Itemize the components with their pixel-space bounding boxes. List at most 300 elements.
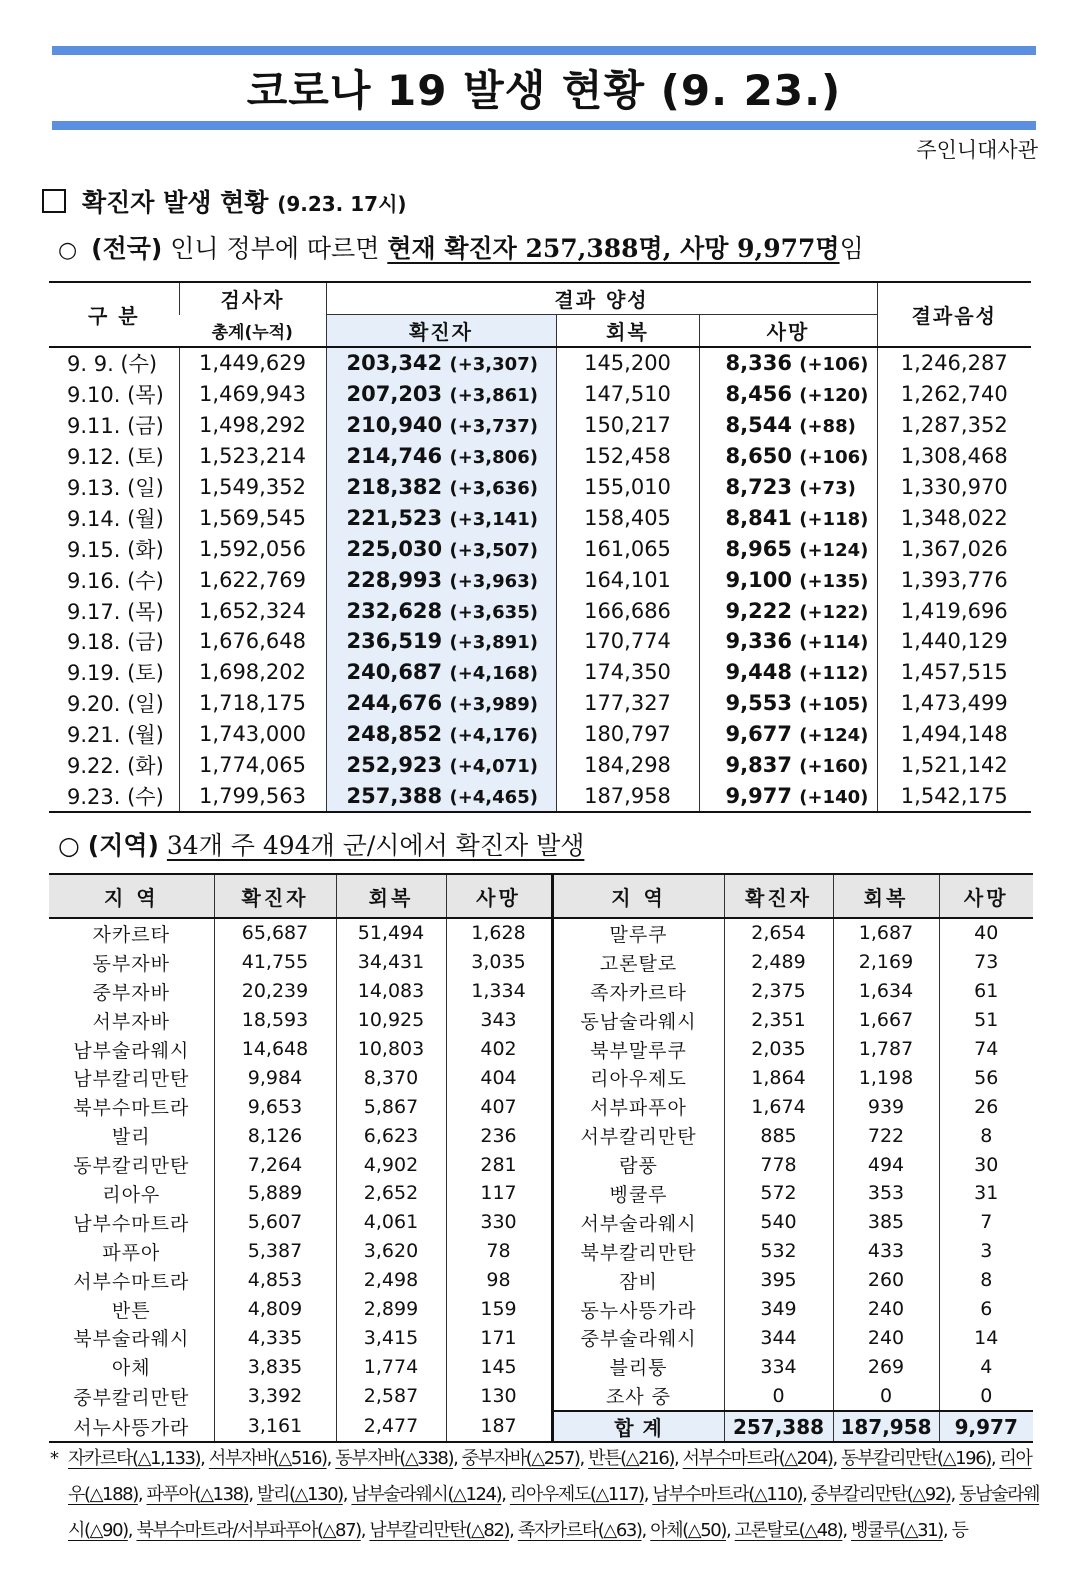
confirmed-delta: (+3,989) — [449, 694, 538, 716]
region-cell: 북부말루쿠 — [552, 1035, 724, 1064]
page-title: 코로나 19 발생 현황 (9. 23.) — [246, 66, 842, 115]
recovered-cell: 145,200 — [556, 347, 699, 379]
deaths-delta: (+106) — [799, 447, 869, 469]
recovered-cell: 385 — [833, 1208, 939, 1237]
region-cell: 서부수마트라 — [73, 1270, 190, 1293]
table-row — [49, 1179, 1033, 1208]
deaths-value: 8,965 — [725, 536, 792, 561]
confirmed-cell: 20,239 — [214, 977, 336, 1006]
recovered-cell: 2,899 — [336, 1295, 446, 1324]
deaths-cell: 343 — [446, 1006, 552, 1035]
table-row — [49, 441, 1031, 472]
region-cell: 반튼 — [111, 1299, 151, 1322]
confirmed-delta: (+3,635) — [449, 601, 538, 623]
recovered-cell: 6,623 — [336, 1121, 446, 1150]
confirmed-cell: 41,755 — [214, 948, 336, 977]
confirmed-value: 244,676 — [346, 691, 443, 716]
confirmed-cell: 7,264 — [214, 1150, 336, 1179]
region-cell: 서부술라웨시 — [552, 1208, 724, 1237]
confirmed-cell: 4,853 — [214, 1266, 336, 1295]
header-tested-total: 총계(누적) — [179, 315, 326, 348]
tested-cell: 1,549,352 — [179, 472, 326, 503]
region-cell: 서부자바 — [92, 1010, 170, 1033]
header-region: 지 역 — [49, 874, 214, 918]
region-cell: 리아우제도 — [552, 1063, 724, 1092]
recovered-cell: 1,774 — [336, 1352, 446, 1381]
footnote-item: 반튼(△216) — [588, 1448, 675, 1469]
recovered-cell: 14,083 — [336, 977, 446, 1006]
footnote-item: 동부자바(△338) — [335, 1448, 454, 1469]
tested-cell: 1,569,545 — [179, 502, 326, 533]
header-recovered: 회복 — [336, 874, 446, 918]
recovered-cell: 158,405 — [556, 502, 699, 533]
confirmed-cell — [326, 719, 556, 750]
header-region: 지 역 — [552, 874, 724, 918]
deaths-cell: 14 — [939, 1323, 1033, 1352]
region-cell: 중부칼리만탄 — [73, 1386, 190, 1409]
section-time: (9.23. 17시) — [277, 192, 407, 216]
confirmed-cell — [326, 379, 556, 410]
confirmed-cell — [326, 750, 556, 781]
recovered-cell: 1,634 — [833, 977, 939, 1006]
deaths-value: 9,837 — [725, 753, 792, 778]
region-cell: 북부수마트라 — [73, 1097, 190, 1120]
recovered-cell: 5,867 — [336, 1092, 446, 1121]
date-cell: 9.16. (수) — [67, 568, 164, 593]
confirmed-cell: 3,161 — [214, 1411, 336, 1442]
confirmed-cell: 2,351 — [724, 1006, 833, 1035]
recovered-cell: 0 — [833, 1381, 939, 1411]
deaths-delta: (+140) — [799, 786, 869, 808]
deaths-cell — [699, 626, 877, 657]
deaths-cell: 31 — [939, 1179, 1033, 1208]
tested-cell: 1,743,000 — [179, 719, 326, 750]
deaths-cell: 8 — [939, 1266, 1033, 1295]
deaths-cell: 26 — [939, 1092, 1033, 1121]
deaths-cell — [699, 564, 877, 595]
confirmed-cell — [326, 533, 556, 564]
header-category: 구 분 — [49, 282, 179, 347]
confirmed-delta: (+4,176) — [449, 725, 538, 747]
negative-cell: 1,473,499 — [877, 688, 1031, 719]
regional-text: 34개 주 494개 군/시에서 확진자 발생 — [166, 831, 585, 860]
negative-cell: 1,287,352 — [877, 410, 1031, 441]
confirmed-cell: 5,607 — [214, 1208, 336, 1237]
deaths-cell: 3,035 — [446, 948, 552, 977]
recovered-cell: 177,327 — [556, 688, 699, 719]
national-summary — [58, 229, 864, 265]
confirmed-delta: (+3,806) — [449, 447, 538, 469]
footnote-item: 동남술라웨시(△90) — [68, 1484, 1040, 1541]
deaths-value: 9,336 — [725, 629, 792, 654]
confirmed-cell — [326, 564, 556, 595]
region-cell: 벵쿨루 — [552, 1179, 724, 1208]
footnote-item: 서부수마트라(△204) — [682, 1448, 833, 1469]
confirmed-delta: (+4,071) — [449, 756, 538, 778]
date-cell: 9.23. (수) — [49, 780, 179, 812]
recovered-cell: 2,652 — [336, 1179, 446, 1208]
table-row — [49, 564, 1031, 595]
region-cell: 자카르타 — [92, 923, 170, 946]
footnote-item: 족자카르타(△63) — [517, 1520, 642, 1541]
table-row — [49, 1035, 1033, 1064]
date-cell: 9.11. (금) — [67, 414, 164, 439]
deaths-delta: (+135) — [799, 570, 869, 592]
national-label: (전국) — [91, 234, 163, 263]
deaths-cell: 40 — [939, 918, 1033, 948]
deaths-value: 8,723 — [725, 475, 792, 499]
total-confirmed-cell: 257,388 — [724, 1411, 833, 1442]
confirmed-cell: 5,387 — [214, 1237, 336, 1266]
deaths-delta: (+118) — [799, 508, 869, 530]
region-cell: 남부수마트라 — [73, 1212, 190, 1235]
recovered-cell: 51,494 — [336, 918, 446, 948]
confirmed-cell: 572 — [724, 1179, 833, 1208]
confirmed-delta: (+4,465) — [449, 786, 538, 808]
table-row — [49, 1092, 1033, 1121]
confirmed-value: 228,993 — [346, 567, 443, 592]
national-highlight: 현재 확진자 257,388명, 사망 9,977명 — [387, 234, 840, 263]
recovered-cell: 10,803 — [336, 1035, 446, 1064]
region-cell: 서부파푸아 — [552, 1092, 724, 1121]
deaths-delta: (+106) — [799, 354, 869, 376]
tested-cell: 1,498,292 — [179, 410, 326, 441]
table-row — [49, 1121, 1033, 1150]
tested-cell: 1,718,175 — [179, 688, 326, 719]
recovered-cell: 240 — [833, 1295, 939, 1324]
table-row — [49, 1208, 1033, 1237]
negative-cell: 1,367,026 — [877, 533, 1031, 564]
recovered-cell: 152,458 — [556, 441, 699, 472]
table-row — [49, 595, 1031, 626]
deaths-value: 8,456 — [725, 382, 792, 407]
region-cell: 말루쿠 — [552, 918, 724, 948]
recovered-cell: 1,687 — [833, 918, 939, 948]
confirmed-cell — [326, 441, 556, 472]
footnote-marker: * — [50, 1448, 58, 1469]
footnote-item: 파푸아(△138) — [146, 1484, 249, 1505]
deaths-cell: 73 — [939, 948, 1033, 977]
table-row — [49, 1381, 1033, 1411]
deaths-cell — [699, 750, 877, 781]
recovered-cell: 184,298 — [556, 750, 699, 781]
region-cell: 남부칼리만탄 — [73, 1068, 190, 1091]
recovered-cell: 2,587 — [336, 1381, 446, 1411]
header-deaths: 사망 — [699, 315, 877, 348]
deaths-cell — [699, 533, 877, 564]
recovered-cell: 260 — [833, 1266, 939, 1295]
confirmed-cell: 532 — [724, 1237, 833, 1266]
tested-cell: 1,592,056 — [179, 533, 326, 564]
date-cell: 9.14. (월) — [67, 506, 164, 531]
header-confirmed: 확진자 — [214, 874, 336, 918]
confirmed-delta: (+3,307) — [449, 354, 538, 376]
confirmed-cell: 344 — [724, 1323, 833, 1352]
recovered-cell: 722 — [833, 1121, 939, 1150]
region-cell: 조사 중 — [552, 1381, 724, 1411]
recovered-cell: 180,797 — [556, 719, 699, 750]
negative-cell: 1,457,515 — [877, 657, 1031, 688]
recovered-cell: 4,061 — [336, 1208, 446, 1237]
deaths-cell — [699, 657, 877, 688]
confirmed-value: 214,746 — [346, 444, 443, 469]
confirmed-cell: 3,392 — [214, 1381, 336, 1411]
date-cell: 9.10. (목) — [67, 383, 164, 408]
recovered-cell: 10,925 — [336, 1006, 446, 1035]
date-cell: 9.18. (금) — [67, 630, 164, 655]
deaths-cell: 78 — [446, 1237, 552, 1266]
tested-cell: 1,676,648 — [179, 626, 326, 657]
region-cell: 북부칼리만탄 — [552, 1237, 724, 1266]
total-deaths-cell: 9,977 — [939, 1411, 1033, 1442]
deaths-cell — [699, 780, 877, 812]
recovered-cell: 2,477 — [336, 1411, 446, 1442]
footnote-item: 남부수마트라(△110) — [652, 1484, 803, 1505]
header-deaths: 사망 — [939, 874, 1033, 918]
table-row — [49, 1295, 1033, 1324]
confirmed-cell — [326, 410, 556, 441]
recovered-cell: 2,498 — [336, 1266, 446, 1295]
deaths-delta: (+124) — [799, 725, 869, 747]
confirmed-value: 236,519 — [346, 629, 443, 654]
confirmed-cell: 4,809 — [214, 1295, 336, 1324]
header-tested: 검사자 — [179, 282, 326, 315]
recovered-cell: 4,902 — [336, 1150, 446, 1179]
checkbox-square-icon — [42, 189, 66, 213]
region-cell: 리아우 — [102, 1183, 161, 1206]
confirmed-cell: 9,984 — [214, 1063, 336, 1092]
region-cell: 남부술라웨시 — [73, 1039, 190, 1062]
confirmed-delta: (+3,963) — [449, 570, 538, 592]
header-deaths: 사망 — [446, 874, 552, 918]
deaths-cell: 187 — [446, 1411, 552, 1442]
deaths-delta: (+88) — [799, 416, 856, 438]
table-row — [49, 948, 1033, 977]
deaths-delta: (+73) — [799, 478, 856, 499]
deaths-cell — [699, 441, 877, 472]
negative-cell: 1,494,148 — [877, 719, 1031, 750]
table-row — [49, 379, 1031, 410]
deaths-cell — [699, 347, 877, 379]
negative-cell: 1,521,142 — [877, 750, 1031, 781]
confirmed-cell: 2,654 — [724, 918, 833, 948]
footnote-item: 동부칼리만탄(△196) — [841, 1448, 991, 1469]
region-cell: 람풍 — [552, 1150, 724, 1179]
region-cell: 북부술라웨시 — [73, 1328, 190, 1351]
recovered-cell: 2,169 — [833, 948, 939, 977]
confirmed-value: 240,687 — [346, 660, 443, 685]
recovered-cell: 150,217 — [556, 410, 699, 441]
date-cell: 9.22. (화) — [67, 754, 164, 779]
footnote — [50, 1441, 1040, 1549]
confirmed-delta: (+3,141) — [449, 508, 538, 530]
confirmed-cell: 885 — [724, 1121, 833, 1150]
negative-cell: 1,440,129 — [877, 626, 1031, 657]
recovered-cell: 166,686 — [556, 595, 699, 626]
deaths-value: 8,650 — [725, 444, 792, 469]
footnote-item: 벵쿨루(△31) — [851, 1520, 943, 1541]
footnote-item: 자카르타(△1,133) — [68, 1448, 201, 1469]
header-positive: 결과 양성 — [326, 282, 877, 315]
date-cell: 9. 9. (수) — [67, 352, 158, 377]
confirmed-cell: 2,489 — [724, 948, 833, 977]
deaths-cell: 1,628 — [446, 918, 552, 948]
confirmed-cell: 349 — [724, 1295, 833, 1324]
recovered-cell: 147,510 — [556, 379, 699, 410]
deaths-cell: 6 — [939, 1295, 1033, 1324]
confirmed-delta: (+3,861) — [449, 385, 538, 407]
table-row — [49, 1237, 1033, 1266]
confirmed-cell — [326, 472, 556, 503]
deaths-delta: (+124) — [799, 539, 869, 561]
table-row — [49, 347, 1031, 379]
regional-table — [49, 873, 1033, 1443]
deaths-cell: 407 — [446, 1092, 552, 1121]
table-row — [49, 626, 1031, 657]
circle-bullet-icon: ○ — [58, 831, 80, 860]
recovered-cell: 161,065 — [556, 533, 699, 564]
confirmed-delta: (+4,168) — [449, 663, 538, 685]
region-cell: 발리 — [111, 1126, 151, 1149]
negative-cell: 1,308,468 — [877, 441, 1031, 472]
region-cell: 고론탈로 — [552, 948, 724, 977]
recovered-cell: 494 — [833, 1150, 939, 1179]
deaths-cell: 51 — [939, 1006, 1033, 1035]
header-recovered: 회복 — [833, 874, 939, 918]
recovered-cell: 155,010 — [556, 472, 699, 503]
negative-cell: 1,348,022 — [877, 502, 1031, 533]
footnote-item: 서부자바(△516) — [208, 1448, 327, 1469]
deaths-delta: (+114) — [799, 632, 869, 654]
deaths-cell: 281 — [446, 1150, 552, 1179]
recovered-cell: 34,431 — [336, 948, 446, 977]
table-row — [49, 750, 1031, 781]
table-row — [49, 780, 1031, 812]
confirmed-cell — [326, 347, 556, 379]
deaths-cell — [699, 410, 877, 441]
confirmed-cell — [326, 595, 556, 626]
section-heading-text: 확진자 발생 현황 — [82, 188, 269, 217]
deaths-cell: 171 — [446, 1323, 552, 1352]
table-row — [49, 688, 1031, 719]
negative-cell: 1,419,696 — [877, 595, 1031, 626]
region-cell: 동누사뜽가라 — [552, 1295, 724, 1324]
region-cell: 동부칼리만탄 — [73, 1155, 190, 1178]
deaths-cell: 30 — [939, 1150, 1033, 1179]
deaths-value: 8,841 — [725, 505, 792, 530]
region-cell: 파푸아 — [102, 1241, 161, 1264]
recovered-cell: 1,198 — [833, 1063, 939, 1092]
recovered-cell: 3,620 — [336, 1237, 446, 1266]
recovered-cell: 1,667 — [833, 1006, 939, 1035]
confirmed-value: 232,628 — [346, 598, 443, 623]
confirmed-cell: 8,126 — [214, 1121, 336, 1150]
region-cell: 잠비 — [552, 1266, 724, 1295]
bottom-rule — [52, 121, 1036, 130]
tested-cell: 1,523,214 — [179, 441, 326, 472]
region-cell: 중부술라웨시 — [552, 1323, 724, 1352]
deaths-cell: 130 — [446, 1381, 552, 1411]
footnote-item: 중부자바(△257) — [461, 1448, 580, 1469]
confirmed-cell: 14,648 — [214, 1035, 336, 1064]
confirmed-cell — [326, 657, 556, 688]
region-cell: 블리퉁 — [552, 1352, 724, 1381]
tested-cell: 1,652,324 — [179, 595, 326, 626]
section-heading — [42, 183, 407, 219]
region-cell: 아체 — [111, 1357, 151, 1380]
date-cell: 9.20. (일) — [67, 692, 164, 717]
confirmed-cell: 0 — [724, 1381, 833, 1411]
confirmed-cell: 334 — [724, 1352, 833, 1381]
deaths-cell: 402 — [446, 1035, 552, 1064]
header-recovered: 회복 — [556, 315, 699, 348]
confirmed-cell: 9,653 — [214, 1092, 336, 1121]
footnote-item: 고론탈로(△48) — [734, 1520, 843, 1541]
confirmed-cell: 5,889 — [214, 1179, 336, 1208]
deaths-cell — [699, 379, 877, 410]
confirmed-value: 257,388 — [346, 783, 443, 808]
negative-cell: 1,393,776 — [877, 564, 1031, 595]
table-row — [49, 1063, 1033, 1092]
negative-cell: 1,262,740 — [877, 379, 1031, 410]
date-cell: 9.21. (월) — [67, 723, 164, 748]
tested-cell: 1,774,065 — [179, 750, 326, 781]
footnote-item: 남부칼리만탄(△82) — [369, 1520, 510, 1541]
tested-cell: 1,449,629 — [179, 347, 326, 379]
recovered-cell: 187,958 — [556, 780, 699, 812]
deaths-delta: (+105) — [799, 694, 869, 716]
confirmed-cell: 1,864 — [724, 1063, 833, 1092]
confirmed-value: 203,342 — [346, 351, 443, 376]
confirmed-value: 225,030 — [346, 536, 443, 561]
table-row — [49, 1006, 1033, 1035]
date-cell: 9.12. (토) — [67, 445, 164, 470]
confirmed-delta: (+3,507) — [449, 539, 538, 561]
deaths-value: 9,222 — [725, 598, 792, 623]
confirmed-cell: 778 — [724, 1150, 833, 1179]
confirmed-cell: 65,687 — [214, 918, 336, 948]
region-cell: 동남술라웨시 — [552, 1006, 724, 1035]
confirmed-cell — [326, 780, 556, 812]
footnote-suffix: 등 — [951, 1520, 968, 1541]
deaths-cell — [699, 688, 877, 719]
confirmed-cell: 540 — [724, 1208, 833, 1237]
header-confirmed: 확진자 — [326, 315, 556, 348]
tested-cell: 1,469,943 — [179, 379, 326, 410]
deaths-cell: 8 — [939, 1121, 1033, 1150]
confirmed-value: 221,523 — [346, 505, 443, 530]
footnote-item: 북부수마트라/서부파푸아(△87) — [136, 1520, 361, 1541]
confirmed-value: 252,923 — [346, 753, 443, 778]
deaths-cell — [699, 719, 877, 750]
footnote-item: 발리(△130) — [256, 1484, 343, 1505]
footnote-item: 남부술라웨시(△124) — [351, 1484, 502, 1505]
deaths-delta: (+120) — [799, 385, 869, 407]
circle-bullet-icon: ○ — [58, 238, 78, 263]
recovered-cell: 1,787 — [833, 1035, 939, 1064]
date-cell: 9.19. (토) — [67, 661, 164, 686]
recovered-cell: 170,774 — [556, 626, 699, 657]
table-row — [49, 410, 1031, 441]
deaths-delta: (+122) — [799, 601, 869, 623]
deaths-cell: 159 — [446, 1295, 552, 1324]
deaths-cell: 3 — [939, 1237, 1033, 1266]
deaths-value: 8,336 — [725, 351, 792, 376]
deaths-cell: 404 — [446, 1063, 552, 1092]
region-cell: 동부자바 — [92, 952, 170, 975]
deaths-cell: 56 — [939, 1063, 1033, 1092]
recovered-cell: 240 — [833, 1323, 939, 1352]
